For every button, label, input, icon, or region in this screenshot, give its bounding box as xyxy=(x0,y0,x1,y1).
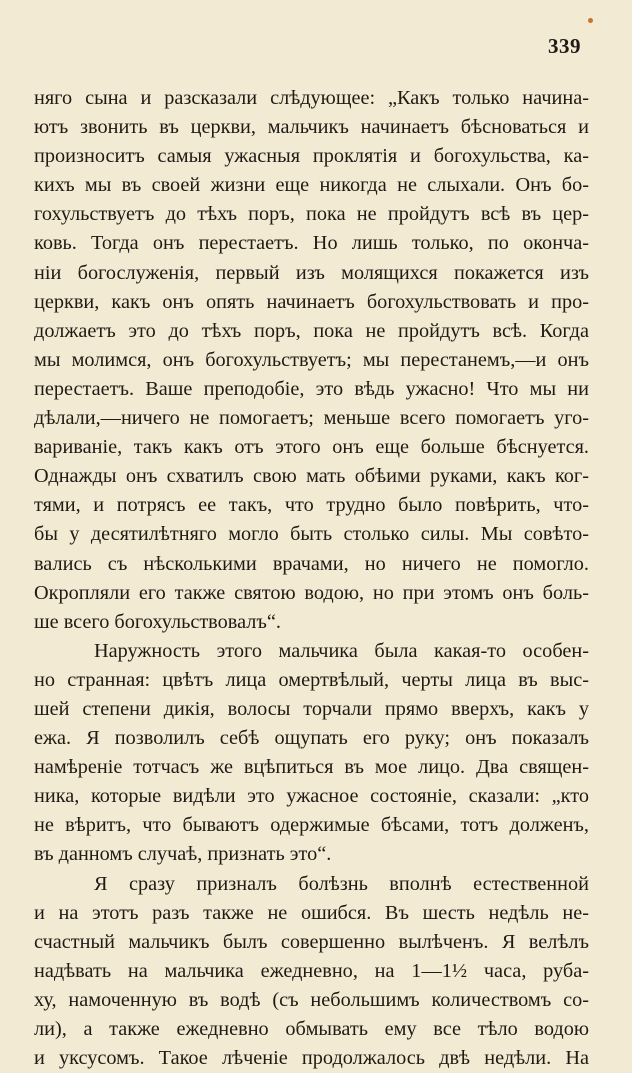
text-line: и на этотъ разъ также не ошибся. Въ шесть недѣль не- xyxy=(34,901,589,924)
text-line: ніи богослуженія, первый изъ молящихся покажется изъ xyxy=(34,261,589,284)
text-line: кихъ мы въ своей жизни еще никогда не слыхали. Онъ бо- xyxy=(34,174,589,197)
text-line: вариваніе, такъ какъ отъ этого онъ еще больше бѣснуется. xyxy=(34,436,589,459)
text-line: не вѣритъ, что бываютъ одержимые бѣсами, тотъ долженъ, xyxy=(34,814,589,837)
text-line: но странная: цвѣтъ лица омертвѣлый, черты лица въ выс- xyxy=(34,668,589,691)
text-line: церкви, какъ онъ опять начинаетъ богохульствовать и про- xyxy=(34,290,589,313)
text-line: Я сразу призналъ болѣзнь вполнѣ естественной xyxy=(94,872,589,895)
text-line: вались съ нѣсколькими врачами, но ничего не помогло. xyxy=(34,552,589,575)
text-line: дѣлали,—ничего не помогаетъ; меньше всего помогаетъ уго- xyxy=(34,407,589,430)
text-line: Однажды онъ схватилъ свою мать обѣими руками, какъ ког- xyxy=(34,465,589,488)
text-line: ху, намоченную въ водѣ (съ небольшимъ количествомъ со- xyxy=(34,988,589,1011)
text-line: счастный мальчикъ былъ совершенно вылѣченъ. Я велѣлъ xyxy=(34,930,589,953)
text-line: ника, которые видѣли это ужасное состояніе, сказали: „кто xyxy=(34,785,589,808)
text-line: намѣреніе тотчасъ же вцѣпиться въ мое лицо. Два священ- xyxy=(34,756,589,779)
text-line: тями, и потрясъ ее такъ, что трудно было повѣрить, что- xyxy=(34,494,589,517)
text-line: шей степени дикія, волосы торчали прямо вверхъ, какъ у xyxy=(34,697,589,720)
text-line: должаетъ это до тѣхъ поръ, пока не пройдутъ всѣ. Когда xyxy=(34,319,589,342)
page-number: 339 xyxy=(548,34,581,58)
text-line: перестаетъ. Ваше преподобіе, это вѣдь ужасно! Что мы ни xyxy=(34,377,589,400)
ink-spot xyxy=(588,18,593,23)
text-line: Окропляли его также святою водою, но при этомъ онъ боль- xyxy=(34,581,589,604)
text-line: ше всего богохульствовалъ“. xyxy=(34,610,281,633)
text-line: ковь. Тогда онъ перестаетъ. Но лишь только, по оконча- xyxy=(34,232,589,255)
text-line: гохульствуетъ до тѣхъ поръ, пока не пройдутъ всѣ въ цер- xyxy=(34,203,589,226)
text-line: Наружность этого мальчика была какая-то особен- xyxy=(94,639,589,662)
text-line: въ данномъ случаѣ, признать это“. xyxy=(34,843,332,866)
text-line: няго сына и разсказали слѣдующее: „Какъ только начина- xyxy=(34,87,589,109)
text-line: мы молимся, онъ богохульствуетъ; мы перестанемъ,—и онъ xyxy=(34,348,589,371)
text-line: надѣвать на мальчика ежедневно, на 1—1½ часа, руба- xyxy=(34,959,589,982)
text-line: произноситъ самыя ужасныя проклятія и богохульства, ка- xyxy=(34,145,589,168)
text-line: ежа. Я позволилъ себѣ ощупать его руку; онъ показалъ xyxy=(34,727,589,750)
text-line: бы у десятилѣтняго могло быть столько силы. Мы совѣто- xyxy=(34,523,589,546)
text-line: ютъ звонить въ церкви, мальчикъ начинаетъ бѣсноваться и xyxy=(34,116,589,139)
text-line: и уксусомъ. Такое лѣченіе продолжалось двѣ недѣли. На xyxy=(34,1047,589,1070)
text-line: ли), а также ежедневно обмывать ему все тѣло водою xyxy=(34,1018,589,1040)
text-body xyxy=(34,84,589,1073)
